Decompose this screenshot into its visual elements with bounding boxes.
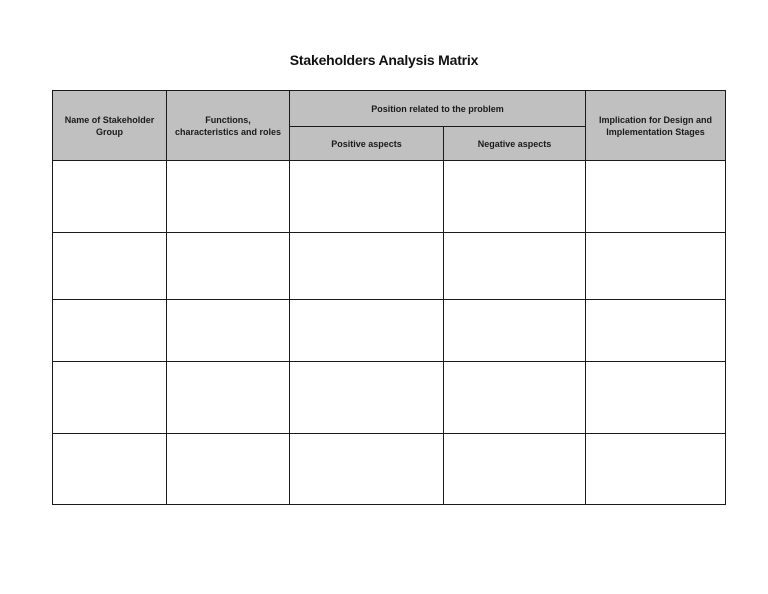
table-cell[interactable] [586,434,726,505]
table-cell[interactable] [167,434,290,505]
table-row [53,362,726,434]
page-title: Stakeholders Analysis Matrix [289,52,479,68]
table-cell[interactable] [586,233,726,300]
table-cell[interactable] [586,300,726,362]
table-cell[interactable] [53,362,167,434]
table-cell[interactable] [444,362,586,434]
table-cell[interactable] [290,161,444,233]
header-row-top [53,91,726,127]
table-cell[interactable] [167,300,290,362]
table-cell[interactable] [290,434,444,505]
table-cell[interactable] [290,362,444,434]
table-cell[interactable] [290,300,444,362]
table-cell[interactable] [167,233,290,300]
header-stakeholder-group: Name of Stakeholder Group [53,91,167,161]
stakeholder-matrix-table [52,90,726,505]
table-cell[interactable] [586,362,726,434]
header-functions-roles: Functions, characteristics and roles [167,91,290,161]
table-cell[interactable] [167,161,290,233]
header-positive-aspects: Positive aspects [290,127,444,161]
table-row [53,434,726,505]
table-row [53,233,726,300]
table-cell[interactable] [444,300,586,362]
table-cell[interactable] [53,233,167,300]
header-implication: Implication for Design and Implementation Stages [586,91,726,161]
table-cell[interactable] [586,161,726,233]
table-cell[interactable] [444,434,586,505]
table-cell[interactable] [167,362,290,434]
table-row [53,300,726,362]
table-cell[interactable] [53,300,167,362]
table-cell[interactable] [53,434,167,505]
table-cell[interactable] [444,233,586,300]
table-cell[interactable] [290,233,444,300]
table-cell[interactable] [444,161,586,233]
table-cell[interactable] [53,161,167,233]
header-negative-aspects: Negative aspects [444,127,586,161]
header-position: Position related to the problem [290,91,586,127]
table-row [53,161,726,233]
